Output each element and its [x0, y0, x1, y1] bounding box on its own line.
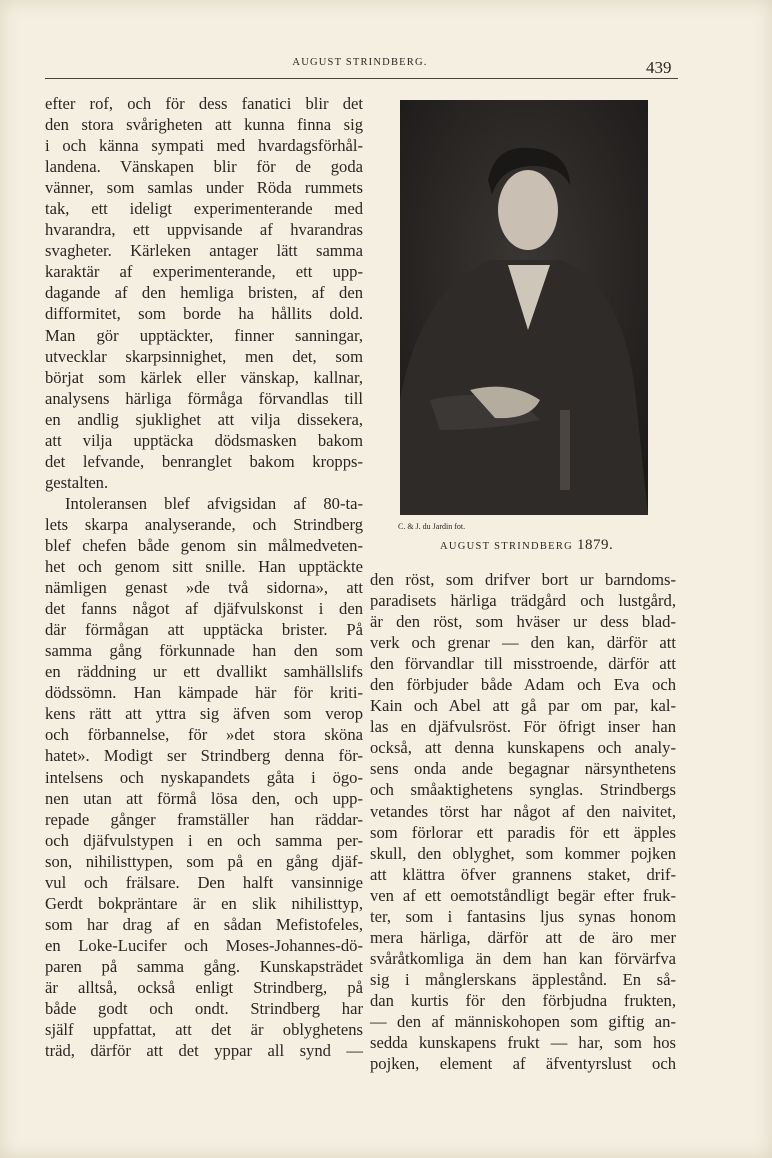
- photo-caption: [440, 537, 613, 554]
- text-line: samma gång förkunnade han den som: [45, 641, 363, 661]
- text-line: nen utan att förmå lösa den, och upp-: [45, 788, 363, 808]
- text-line: är den röst, som hväser ur dess blad-: [370, 612, 676, 632]
- page-number: 439: [646, 58, 672, 77]
- text-line: utvecklar skarpsinnighet, men det, som: [45, 346, 363, 366]
- text-line: karaktär af experimenterande, ett upp-: [45, 262, 363, 282]
- text-line: dödssömn. Han kämpade här för kriti-: [45, 683, 363, 703]
- text-line: verk och grenar — den kan, därför att: [370, 633, 676, 653]
- text-line: den förvandlar till misstroende, därför att: [370, 654, 676, 674]
- text-line: den stora svårigheten att kunna finna sig: [45, 115, 363, 135]
- text-line: landena. Vänskapen blir för de goda: [45, 157, 363, 177]
- caption-year: 1879.: [576, 537, 614, 553]
- running-head: AUGUST STRINDBERG.: [292, 57, 428, 68]
- text-line: börjat som kärlek eller vänskap, kallnar,: [45, 367, 363, 387]
- text-line: dan kurtis för den förbjudna frukten,: [370, 990, 676, 1010]
- text-line: svagheter. Kärleken antager lätt samma: [45, 241, 363, 261]
- text-line: en andlig sjuklighet att vilja dissekera,: [45, 409, 363, 429]
- text-line: — den af människohopen som giftig an-: [370, 1011, 676, 1031]
- text-line: är alltså, också enligt Strindberg, på: [45, 977, 363, 997]
- text-line: sig i månglerskans äpplestånd. En så-: [370, 969, 676, 989]
- text-line: intelsens och nyskapandets gåta i ögo-: [45, 767, 363, 787]
- text-line: svåråtkomliga än dem han kan förvärfva: [370, 948, 676, 968]
- text-line: att klättra öfver grannens staket, drif-: [370, 864, 676, 884]
- text-line: blef chefen både genom sin målmedveten-: [45, 535, 363, 555]
- text-line: paren på samma gång. Kunskapsträdet: [45, 956, 363, 976]
- text-line: en räddning ur ett dvallikt samhällslifs: [45, 662, 363, 682]
- text-line: också, att denna kunskapens och analy-: [370, 738, 676, 758]
- text-line: den röst, som drifver bort ur barndoms-: [370, 570, 676, 589]
- text-line: vetandes törst har något af den naivitet,: [370, 801, 676, 821]
- portrait-image: [400, 100, 648, 515]
- text-line: het och genom sitt snille. Han upptäckte: [45, 557, 363, 577]
- text-line: en Loke-Lucifer och Moses-Johannes-dö-: [45, 935, 363, 955]
- text-line: och djäfvulstypen i en och samma per-: [45, 830, 363, 850]
- text-line: Man gör upptäckter, finner sanningar,: [45, 325, 363, 345]
- text-line: lets skarpa analyserande, och Strindberg: [45, 514, 363, 534]
- text-line: där förmågan att upptäcka brister. På: [45, 620, 363, 640]
- portrait-photo: [400, 100, 648, 515]
- text-line: nämligen genast »de två sidorna», att: [45, 578, 363, 598]
- text-line: själf uppfattat, att det är oblyghetens: [45, 1020, 363, 1040]
- text-line: pojken, element af äfventyrslust och: [370, 1054, 676, 1074]
- text-line: Intoleransen blef afvigsidan af 80-ta-: [65, 493, 363, 513]
- text-line: det fanns något af djäfvulskonst i den: [45, 599, 363, 619]
- text-line: att vilja upptäcka dödsmasken bakom: [45, 430, 363, 450]
- text-line: son, nihilisttypen, som på en gång djäf-: [45, 851, 363, 871]
- text-line: analysens härliga förmåga förvandlas till: [45, 388, 363, 408]
- text-line: dagande af den hemliga bristen, af den: [45, 283, 363, 303]
- text-line: sedda kunskapens frukt — har, som hos: [370, 1033, 676, 1053]
- text-line: i och känna sympati med hvardagsförhål-: [45, 136, 363, 156]
- text-line: paradisets härliga trädgård och lustgård,: [370, 591, 676, 611]
- text-line: vänner, som samlas under Röda rummets: [45, 178, 363, 198]
- text-line: skull, den oblyghet, som kommer pojken: [370, 843, 676, 863]
- text-line: ter, som i fantasins ljus synas honom: [370, 906, 676, 926]
- text-line: hatet». Modigt ser Strindberg denna för-: [45, 746, 363, 766]
- text-line: som förlorar ett paradis för ett äpples: [370, 822, 676, 842]
- text-line: och förbannelse, för »det stora sköna: [45, 725, 363, 745]
- photo-credit: C. & J. du Jardin fot.: [398, 522, 466, 531]
- text-line: Kain och Abel att gå par om par, kal-: [370, 696, 676, 716]
- text-line: gestalten.: [45, 472, 109, 492]
- text-line: ven af ett oemotståndligt begär efter fruk-: [370, 885, 676, 905]
- text-line: efter rof, och för dess fanatici blir det: [45, 94, 363, 113]
- text-line: mera härliga, därför att de äro mer: [370, 927, 676, 947]
- text-line: Gerdt bokpräntare är en slik nihilisttyp,: [45, 893, 363, 913]
- header-rule: [45, 78, 678, 79]
- text-line: och småaktighetens synglas. Strindbergs: [370, 780, 676, 800]
- text-line: både godt och ondt. Strindberg har: [45, 999, 363, 1019]
- text-line: träd, därför att det yppar all synd —: [45, 1041, 363, 1061]
- caption-name: AUGUST STRINDBERG: [440, 541, 574, 552]
- text-line: sens onda ande begagnar närsynthetens: [370, 759, 676, 779]
- left-column: [45, 93, 363, 1061]
- text-line: tak, ett ideligt experimenterande med: [45, 199, 363, 219]
- text-line: las en djäfvulsröst. För öfrigt inser han: [370, 717, 676, 737]
- text-line: hvarandra, ett uppvisande af hvarandras: [45, 220, 363, 240]
- text-line: det lefvande, benranglet bakom kropps-: [45, 451, 363, 471]
- text-line: som har drag af en sådan Mefistofeles,: [45, 914, 363, 934]
- text-line: kens rätt att yttra sig äfven som verop: [45, 704, 363, 724]
- text-line: vul och frälsare. Den halft vansinnige: [45, 872, 363, 892]
- right-column: [370, 569, 676, 1074]
- text-line: den förbjuder både Adam och Eva och: [370, 675, 676, 695]
- text-line: repade gånger framställer han räddar-: [45, 809, 363, 829]
- text-line: difformitet, som borde ha hållits dold.: [45, 304, 363, 324]
